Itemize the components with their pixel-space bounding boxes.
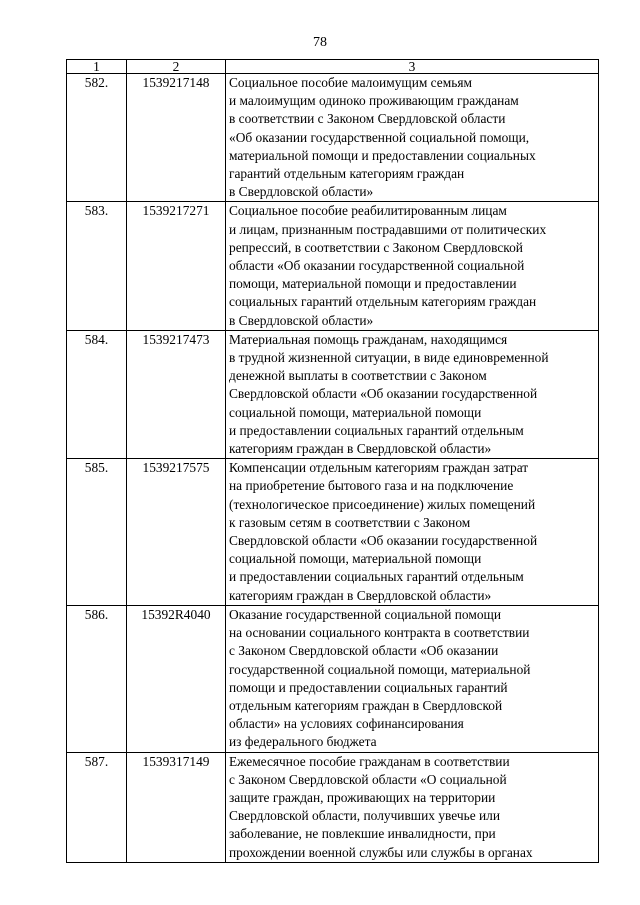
- description-line: государственной социальной помощи, материальной: [229, 661, 531, 677]
- row-description: [226, 459, 599, 606]
- description-line: категориям граждан в Свердловской области»: [229, 587, 492, 603]
- description-line: «Об оказании государственной социальной помощи,: [229, 129, 530, 145]
- description-line: социальных гарантий отдельным категориям граждан: [229, 294, 537, 310]
- description-line: с Законом Свердловской области «Об оказании: [229, 643, 499, 659]
- row-number: 584.: [67, 330, 127, 458]
- row-description: [226, 605, 599, 752]
- row-number: 586.: [67, 605, 127, 752]
- row-code: 1539217575: [127, 459, 226, 606]
- description-line: в Свердловской области»: [229, 312, 374, 328]
- description-line: на основании социального контракта в соответствии: [229, 625, 530, 641]
- row-code: 1539217271: [127, 202, 226, 330]
- description-line: Свердловской области «Об оказании государственной: [229, 533, 538, 549]
- table-row: [67, 605, 599, 752]
- description-line: к газовым сетям в соответствии с Законом: [229, 514, 471, 530]
- page-number: 78: [313, 35, 327, 50]
- description-line: материальной помощи и предоставлении социальных: [229, 147, 536, 163]
- description-line: с Законом Свердловской области «О социальной: [229, 771, 507, 787]
- table-row: [67, 202, 599, 330]
- description-line: области «Об оказании государственной социальной: [229, 258, 525, 274]
- description-line: заболевание, не повлекшие инвалидности, при: [229, 826, 496, 842]
- description-line: категориям граждан в Свердловской области»: [229, 441, 492, 457]
- description-line: Свердловской области, получивших увечье или: [229, 808, 501, 824]
- description-line: Материальная помощь гражданам, находящимся: [229, 331, 508, 347]
- description-line: и малоимущим одиноко проживающим гражданам: [229, 93, 519, 109]
- description-line: (технологическое присоединение) жилых помещений: [229, 496, 536, 512]
- row-description: [226, 74, 599, 202]
- description-line: гарантий отдельным категориям граждан: [229, 166, 465, 182]
- row-description: [226, 202, 599, 330]
- description-line: Оказание государственной социальной помощи: [229, 606, 502, 622]
- table-header-row: [67, 60, 599, 74]
- row-description: [226, 330, 599, 458]
- description-line: области» на условиях софинансирования: [229, 716, 464, 732]
- table-row: [67, 752, 599, 862]
- row-number: 585.: [67, 459, 127, 606]
- table-row: [67, 459, 599, 606]
- row-code: 1539317149: [127, 752, 226, 862]
- budget-classification-table: [66, 59, 599, 863]
- row-code: 1539217148: [127, 74, 226, 202]
- description-line: социальной помощи, материальной помощи: [229, 551, 482, 567]
- description-line: Компенсации отдельным категориям граждан затрат: [229, 460, 529, 476]
- description-line: и лицам, признанным пострадавшими от политических: [229, 221, 547, 237]
- description-line: отдельным категориям граждан в Свердловской: [229, 697, 503, 713]
- description-line: на приобретение бытового газа и на подключение: [229, 478, 514, 494]
- table-row: [67, 74, 599, 202]
- row-description: [226, 752, 599, 862]
- row-number: 583.: [67, 202, 127, 330]
- description-line: Социальное пособие малоимущим семьям: [229, 75, 472, 90]
- description-line: помощи, материальной помощи и предоставлении: [229, 276, 517, 292]
- column-header-1: 1: [67, 60, 127, 74]
- description-line: Ежемесячное пособие гражданам в соответствии: [229, 753, 510, 769]
- description-line: Свердловской области «Об оказании государственной: [229, 386, 538, 402]
- description-line: в Свердловской области»: [229, 184, 374, 200]
- column-header-3: 3: [226, 60, 599, 74]
- description-line: Социальное пособие реабилитированным лицам: [229, 203, 507, 219]
- description-line: и предоставлении социальных гарантий отдельным: [229, 422, 524, 438]
- description-line: денежной выплаты в соответствии с Законом: [229, 368, 487, 384]
- table-body: [67, 74, 599, 863]
- description-line: в соответствии с Законом Свердловской области: [229, 111, 506, 127]
- row-number: 587.: [67, 752, 127, 862]
- row-number: 582.: [67, 74, 127, 202]
- row-code: 1539217473: [127, 330, 226, 458]
- description-line: и предоставлении социальных гарантий отдельным: [229, 569, 524, 585]
- column-header-2: 2: [127, 60, 226, 74]
- description-line: прохождении военной службы или службы в органах: [229, 844, 533, 860]
- row-code: 15392R4040: [127, 605, 226, 752]
- description-line: помощи и предоставлении социальных гарантий: [229, 679, 508, 695]
- description-line: в трудной жизненной ситуации, в виде единовременной: [229, 350, 549, 366]
- description-line: защите граждан, проживающих на территории: [229, 789, 496, 805]
- description-line: репрессий, в соответствии с Законом Свердловской: [229, 239, 523, 255]
- description-line: из федерального бюджета: [229, 734, 377, 750]
- table-row: [67, 330, 599, 458]
- description-line: социальной помощи, материальной помощи: [229, 404, 482, 420]
